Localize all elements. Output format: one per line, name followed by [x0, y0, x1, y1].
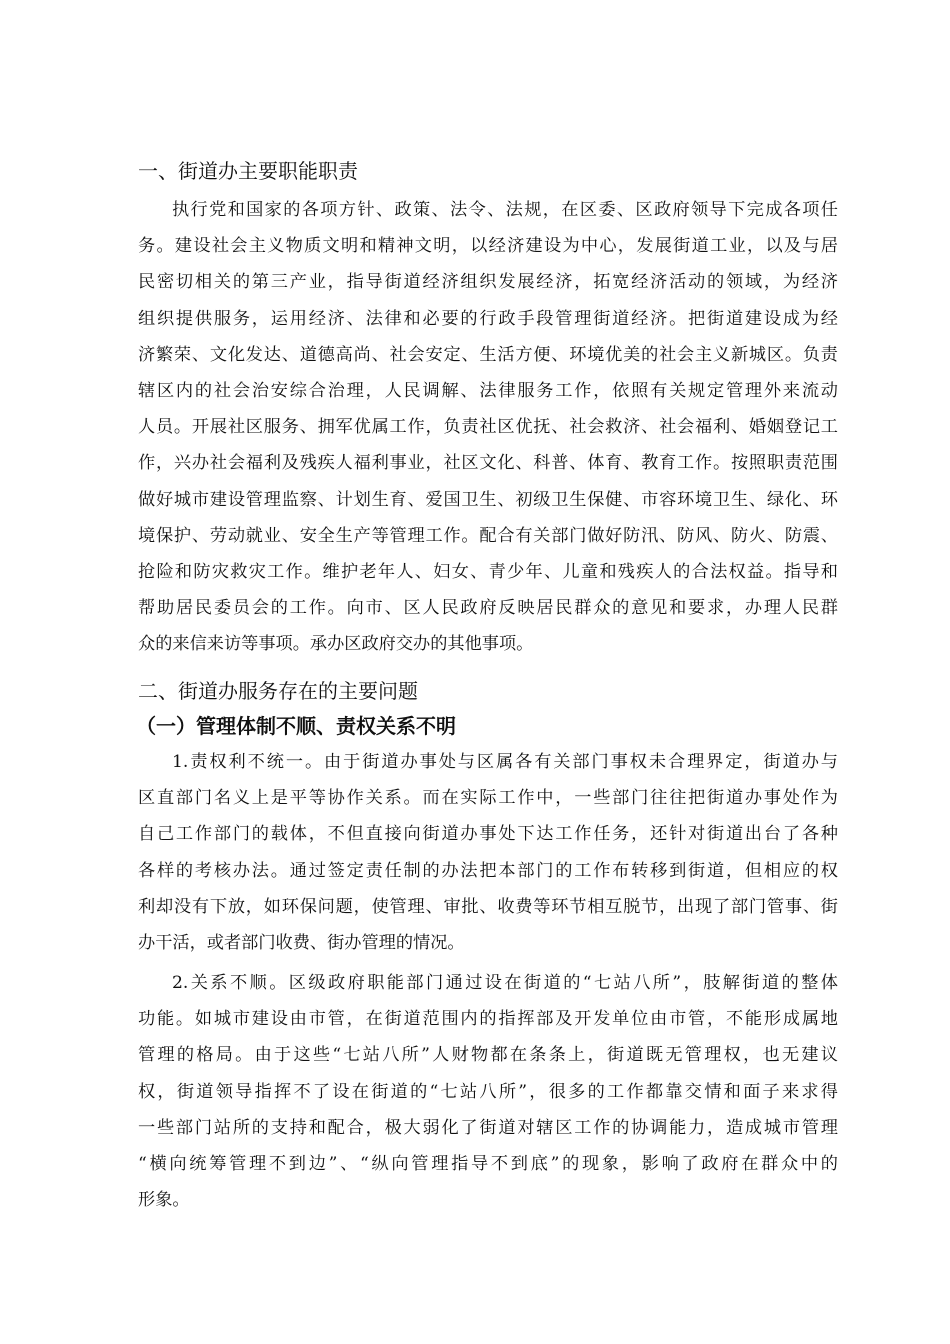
- text-line: 众的来信来访等事项。承办区政府交办的其他事项。: [138, 634, 534, 655]
- text-line: 抢险和防灾救灾工作。维护老年人、妇女、青少年、儿童和残疾人的合法权益。指导和: [138, 561, 838, 582]
- text-line: 组织提供服务，运用经济、法律和必要的行政手段管理街道经济。把街道建设成为经: [138, 308, 838, 329]
- text-line: 办干活，或者部门收费、街办管理的情况。: [138, 932, 465, 953]
- text-line: 辖区内的社会治安综合治理，人民调解、法律服务工作，依照有关规定管理外来流动: [138, 380, 838, 401]
- text-line: 帮助居民委员会的工作。向市、区人民政府反映居民群众的意见和要求，办理人民群: [138, 598, 838, 619]
- text-line: 功能。如城市建设由市管，在街道范围内的指挥部及开发单位由市管，不能形成属地: [138, 1009, 838, 1030]
- text-line: 管理的格局。由于这些“七站八所”人财物都在条条上，街道既无管理权，也无建议: [138, 1045, 838, 1066]
- text-line: 人员。开展社区服务、拥军优属工作，负责社区优抚、社会救济、社会福利、婚姻登记工: [138, 417, 838, 438]
- text-line: 利却没有下放，如环保问题，使管理、审批、收费等环节相互脱节，出现了部门管事、街: [138, 896, 838, 917]
- section-heading-1: 一、街道办主要职能职责: [138, 159, 358, 183]
- text-line: 境保护、劳动就业、安全生产等管理工作。配合有关部门做好防汛、防风、防火、防震、: [138, 525, 838, 546]
- text-line: 民密切相关的第三产业，指导街道经济组织发展经济，拓宽经济活动的领域，为经济: [138, 272, 838, 293]
- text-line: 作，兴办社会福利及残疾人福利事业，社区文化、科普、体育、教育工作。按照职责范围: [138, 453, 838, 474]
- paragraph-2: [138, 965, 838, 1218]
- text-line: 做好城市建设管理监察、计划生育、爱国卫生、初级卫生保健、市容环境卫生、绿化、环: [138, 489, 838, 510]
- text-line: 1.责权利不统一。由于街道办事处与区属各有关部门事权未合理界定，街道办与: [172, 752, 838, 772]
- text-line: 各样的考核办法。通过签定责任制的办法把本部门的工作布转移到街道，但相应的权: [138, 860, 838, 881]
- section-1-paragraph: [138, 192, 838, 662]
- section-heading-2: 二、街道办服务存在的主要问题: [138, 679, 418, 703]
- text-line: 务。建设社会主义物质文明和精神文明，以经济建设为中心，发展街道工业，以及与居: [138, 236, 838, 257]
- text-line: 执行党和国家的各项方针、政策、法令、法规，在区委、区政府领导下完成各项任: [172, 200, 838, 220]
- text-line: 权，街道领导指挥不了设在街道的“七站八所”，很多的工作都靠交情和面子来求得: [138, 1081, 838, 1102]
- paragraph-1: [138, 744, 838, 961]
- text-line: “横向统筹管理不到边”、“纵向管理指导不到底”的现象，影响了政府在群众中的: [138, 1153, 838, 1174]
- text-line: 区直部门名义上是平等协作关系。而在实际工作中，一些部门往往把街道办事处作为: [138, 788, 838, 809]
- text-line: 济繁荣、文化发达、道德高尚、社会安定、生活方便、环境优美的社会主义新城区。负责: [138, 344, 838, 365]
- text-line: 自己工作部门的载体，不但直接向街道办事处下达工作任务，还针对街道出台了各种: [138, 824, 838, 845]
- text-line: 一些部门站所的支持和配合，极大弱化了街道对辖区工作的协调能力，造成城市管理: [138, 1117, 838, 1138]
- subsection-heading: （一）管理体制不顺、责权关系不明: [136, 714, 456, 738]
- text-line: 形象。: [138, 1190, 190, 1211]
- text-line: 2.关系不顺。区级政府职能部门通过设在街道的“七站八所”，肢解街道的整体: [172, 973, 838, 993]
